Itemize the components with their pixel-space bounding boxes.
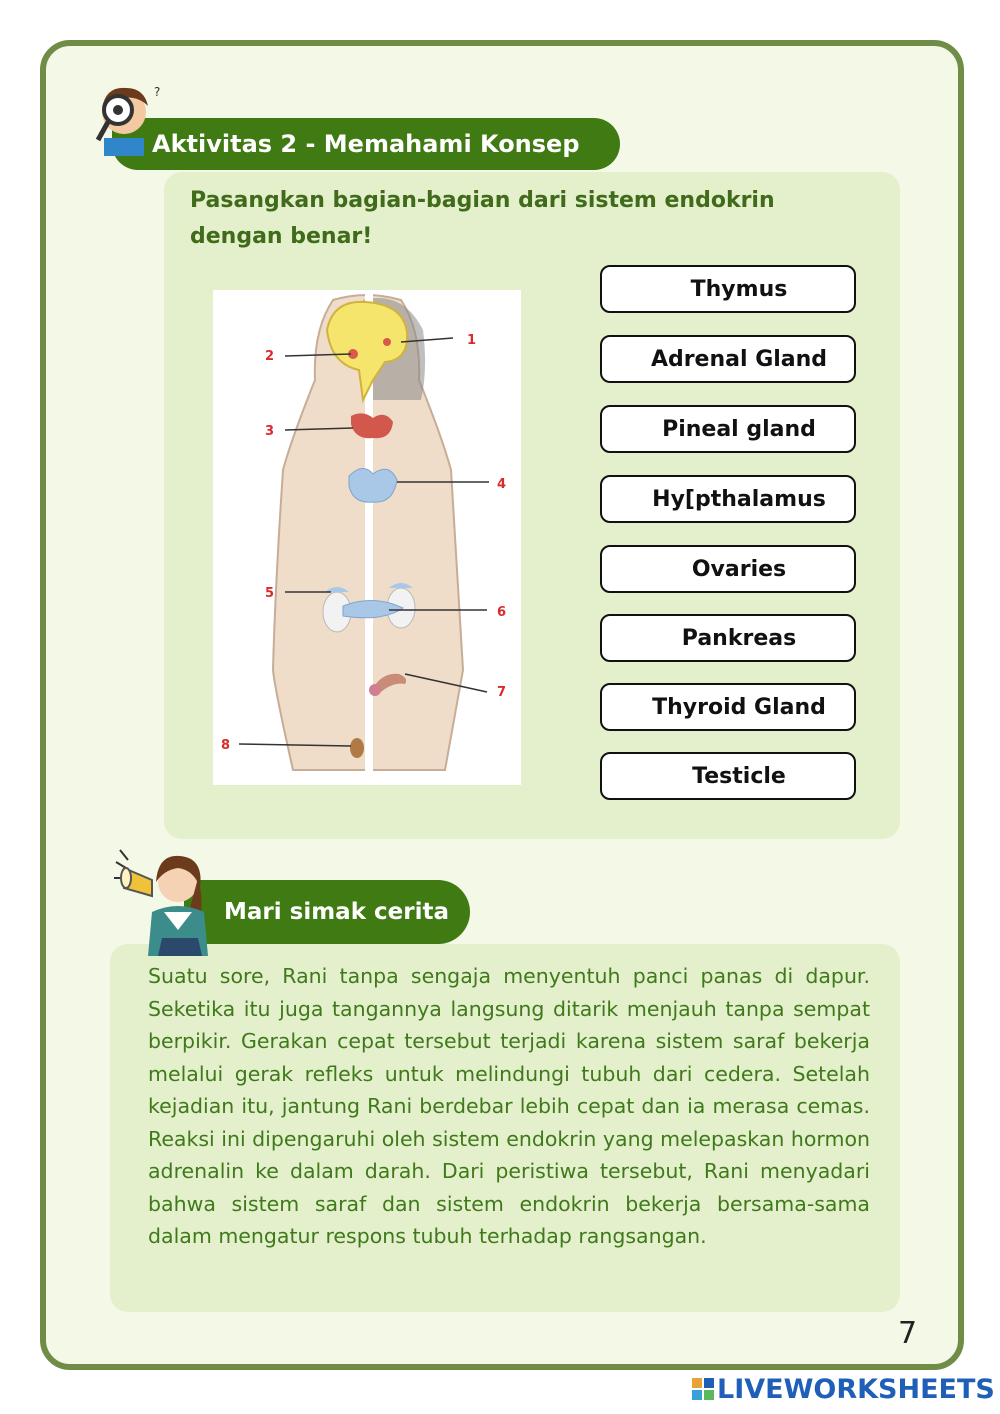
label-2: 2 — [265, 349, 275, 364]
answer-label: Pankreas — [681, 625, 797, 651]
label-5: 5 — [265, 586, 275, 601]
story-text: Suatu sore, Rani tanpa sengaja menyentuh panci panas di dapur. Seketika itu juga tangannya langsung ditarik menjauh tanpa sempat berpikir. Gerakan cepat tersebut terjadi karena sistem saraf bekerja melalui gerak refleks untuk melindungi tubuh dari cedera. Setelah kejadian itu, jantung Rani berdebar lebih cepat dan ia merasa cemas. Reaksi ini dipengaruhi oleh sistem endokrin yang melepaskan hormon adrenalin ke dalam darah. Dari peristiwa tersebut, Rani menyadari bahwa sistem saraf dan sistem endokrin bekerja bersama-sama dalam mengatur respons tubuh terhadap rangsangan. — [148, 964, 870, 1248]
answer-label: Adrenal Gland — [650, 346, 828, 372]
story-title: Mari simak cerita — [224, 899, 449, 925]
answer-label: Hy[pthalamus — [652, 486, 826, 512]
label-4: 4 — [497, 477, 507, 492]
svg-text:?: ? — [154, 85, 161, 99]
answer-label: Pineal gland — [662, 416, 816, 442]
answer-box-hypothalamus[interactable] — [600, 475, 856, 523]
activity-banner — [112, 118, 620, 170]
answer-box-thymus[interactable] — [600, 265, 856, 313]
answer-box-thyroid-gland[interactable] — [600, 683, 856, 731]
answer-label: Thymus — [690, 276, 788, 302]
liveworksheets-logo — [692, 1374, 995, 1404]
label-1: 1 — [467, 333, 477, 348]
endocrine-diagram — [213, 290, 521, 785]
answer-box-testicle[interactable] — [600, 752, 856, 800]
story-banner — [184, 880, 470, 944]
detective-boy-icon — [88, 78, 168, 158]
girl-megaphone-icon — [112, 848, 216, 956]
label-3: 3 — [265, 424, 275, 439]
answer-label: Thyroid Gland — [652, 694, 826, 720]
page-number: 7 — [898, 1316, 918, 1351]
liveworksheets-grid-icon — [692, 1378, 714, 1400]
answer-label: Ovaries — [691, 556, 787, 582]
endocrine-body-illustration — [213, 290, 521, 785]
label-7: 7 — [497, 685, 507, 700]
label-8: 8 — [221, 738, 231, 753]
answer-label: Testicle — [692, 763, 786, 789]
activity-title: Aktivitas 2 - Memahami Konsep — [152, 130, 580, 158]
label-6: 6 — [497, 605, 507, 620]
answer-box-ovaries[interactable] — [600, 545, 856, 593]
activity-instruction: Pasangkan bagian-bagian dari sistem endokrin dengan benar! — [190, 188, 775, 249]
liveworksheets-brand: LIVEWORKSHEETS — [717, 1373, 995, 1405]
answer-box-pineal-gland[interactable] — [600, 405, 856, 453]
answer-box-adrenal-gland[interactable] — [600, 335, 856, 383]
answer-box-pankreas[interactable] — [600, 614, 856, 662]
